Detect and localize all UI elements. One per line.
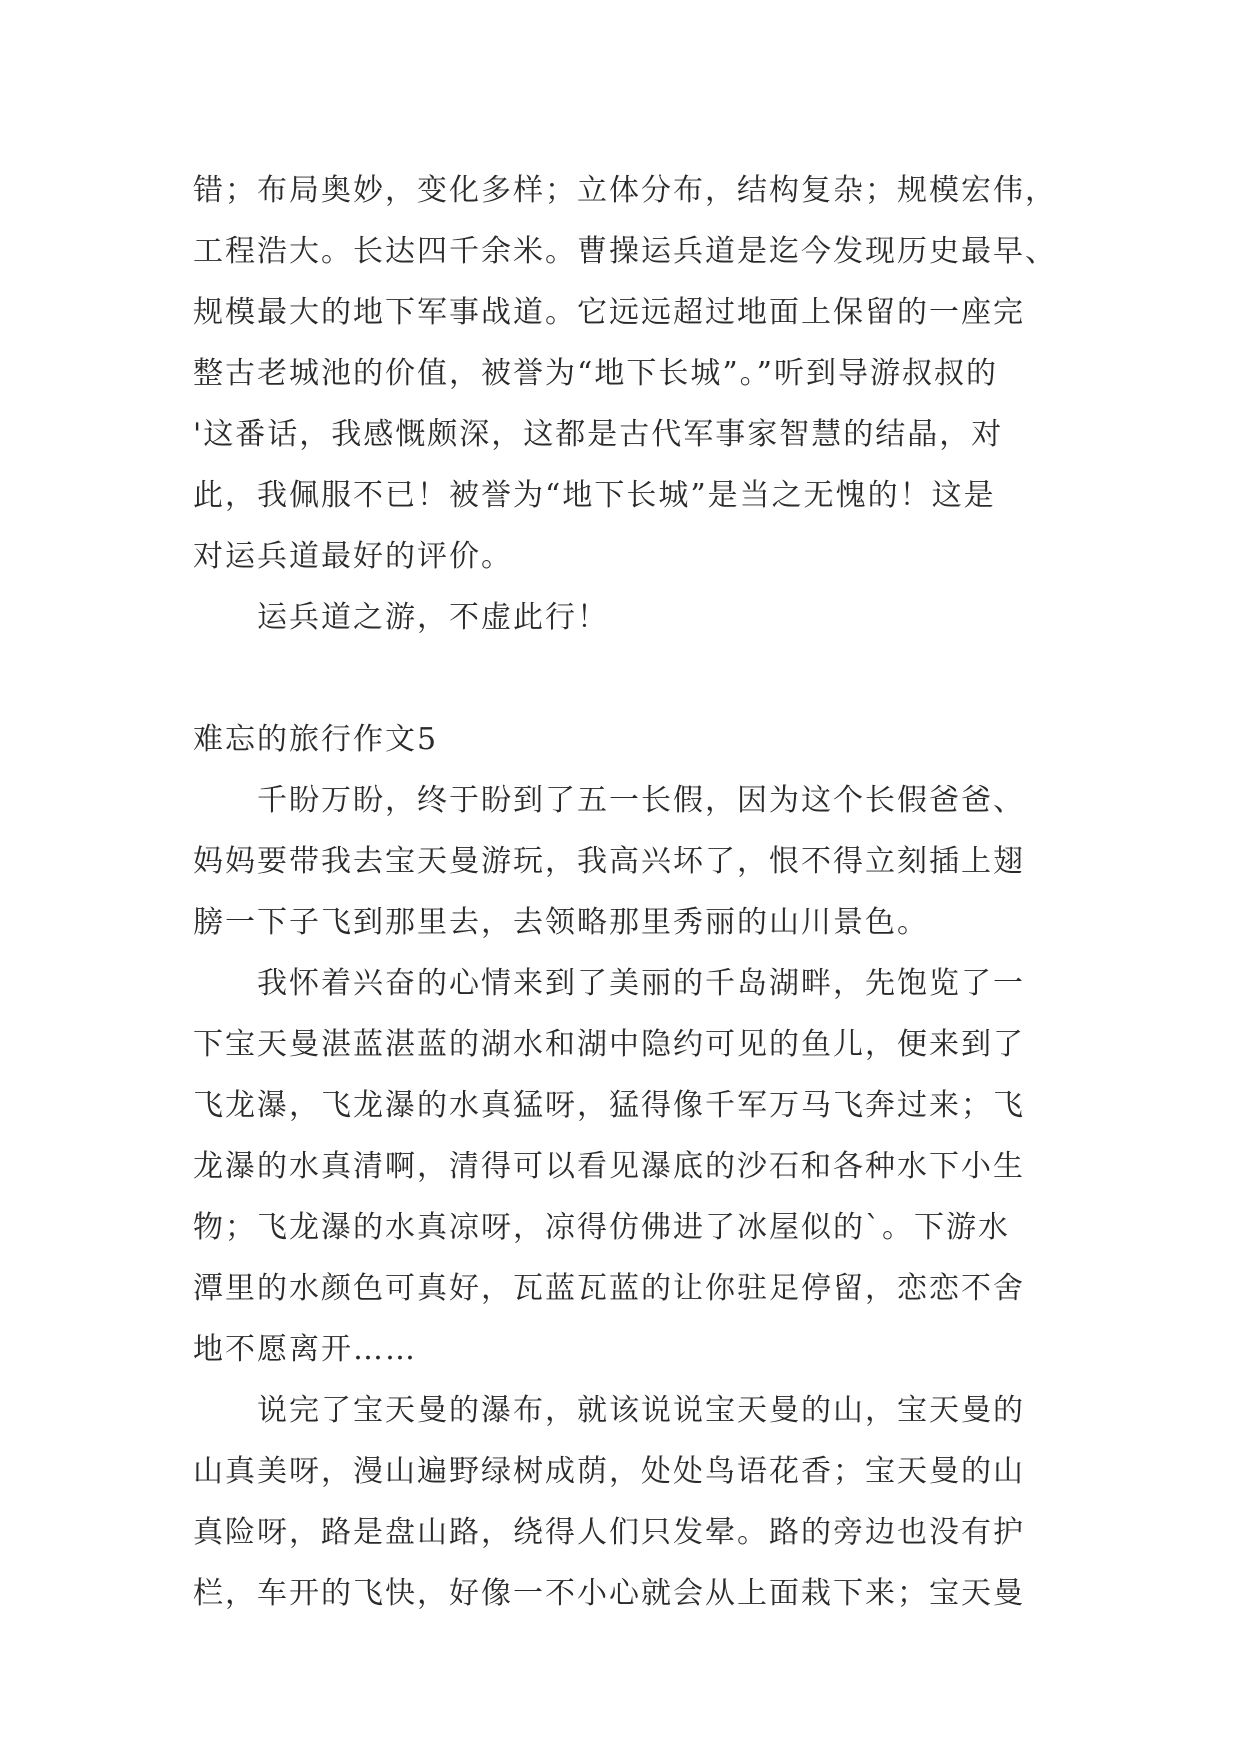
text-line: 规模最大的地下军事战道。它远远超过地面上保留的一座完 <box>193 295 1025 330</box>
text-line: 栏，车开的飞快，好像一不小心就会从上面栽下来；宝天曼 <box>193 1576 1025 1611</box>
text-line: 地不愿离开…… <box>193 1332 417 1367</box>
text-line: 山真美呀，漫山遍野绿树成荫，处处鸟语花香；宝天曼的山 <box>193 1454 1025 1489</box>
closing-line: 运兵道之游，不虚此行！ <box>257 600 609 635</box>
text-line: 千盼万盼，终于盼到了五一长假，因为这个长假爸爸、 <box>257 783 1025 818</box>
text-line: 说完了宝天曼的瀑布，就该说说宝天曼的山，宝天曼的 <box>257 1393 1025 1428</box>
text-line: 物；飞龙瀑的水真凉呀，凉得仿佛进了冰屋似的`。下游水 <box>193 1210 1010 1245</box>
text-line: 妈妈要带我去宝天曼游玩，我高兴坏了，恨不得立刻插上翅 <box>193 844 1025 879</box>
document-body <box>193 160 1073 1624</box>
section-title: 难忘的旅行作文5 <box>193 722 439 757</box>
text-line: 真险呀，路是盘山路，绕得人们只发晕。路的旁边也没有护 <box>193 1515 1025 1550</box>
text-line: 下宝天曼湛蓝湛蓝的湖水和湖中隐约可见的鱼儿，便来到了 <box>193 1027 1025 1062</box>
text-line: 错；布局奥妙，变化多样；立体分布，结构复杂；规模宏伟， <box>193 173 1057 208</box>
text-line: 我怀着兴奋的心情来到了美丽的千岛湖畔，先饱览了一 <box>257 966 1025 1001</box>
paragraph-2 <box>193 953 1073 1380</box>
text-line: 潭里的水颜色可真好，瓦蓝瓦蓝的让你驻足停留，恋恋不舍 <box>193 1271 1025 1306</box>
text-line: 对运兵道最好的评价。 <box>193 539 513 574</box>
text-line: 工程浩大。长达四千余米。曹操运兵道是迄今发现历史最早、 <box>193 234 1057 269</box>
text-line: 此，我佩服不已！被誉为“地下长城”是当之无愧的！这是 <box>193 478 996 513</box>
paragraph-1 <box>193 770 1073 953</box>
text-line: 飞龙瀑，飞龙瀑的水真猛呀，猛得像千军万马飞奔过来；飞 <box>193 1088 1025 1123</box>
paragraph-prev-continued <box>193 160 1073 587</box>
text-line: 整古老城池的价值，被誉为“地下长城”。”听到导游叔叔的 <box>193 356 999 391</box>
text-line: 膀一下子飞到那里去，去领略那里秀丽的山川景色。 <box>193 905 929 940</box>
text-line: '这番话，我感慨颇深，这都是古代军事家智慧的结晶，对 <box>193 417 1004 452</box>
section-gap <box>193 648 1073 709</box>
text-line: 龙瀑的水真清啊，清得可以看见瀑底的沙石和各种水下小生 <box>193 1149 1025 1184</box>
paragraph-3 <box>193 1380 1073 1624</box>
